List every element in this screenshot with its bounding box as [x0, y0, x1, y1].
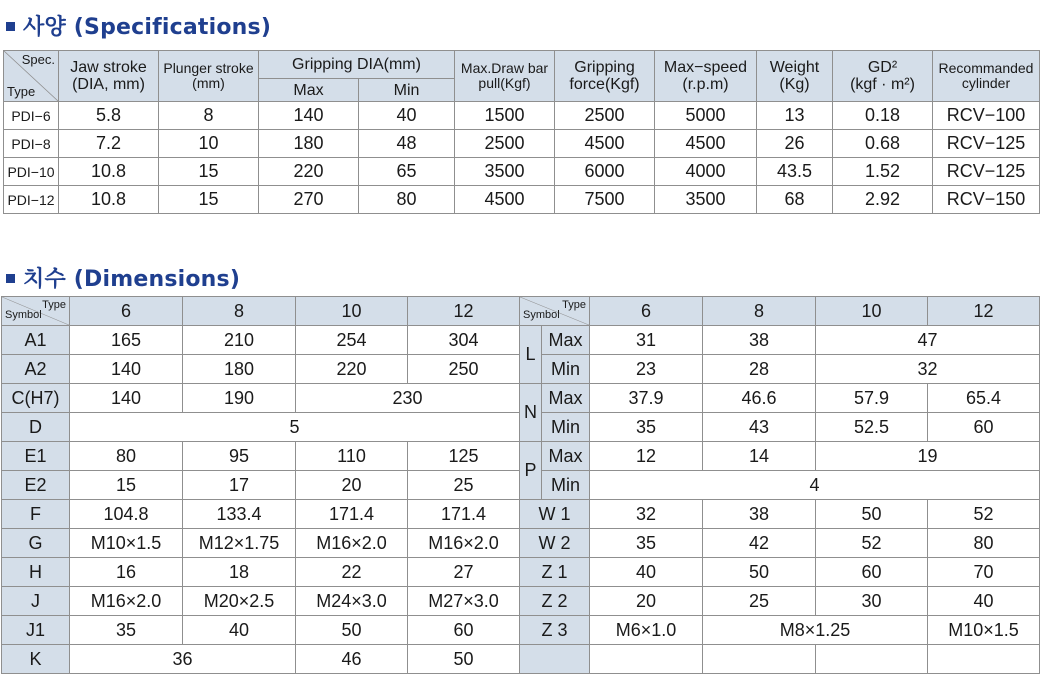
- spec-value-cell: 40: [359, 102, 455, 130]
- row-n-min: [520, 413, 1040, 442]
- row-l-min: [520, 355, 1040, 384]
- spec-value-cell: 3500: [455, 158, 555, 186]
- type-8-header: 8: [703, 297, 816, 326]
- cell: 30: [816, 587, 928, 616]
- cell: 17: [183, 471, 296, 500]
- cell: 16: [70, 558, 183, 587]
- spec-value-cell: 2.92: [833, 186, 933, 214]
- spec-title-text: 사양 (Specifications): [23, 15, 272, 40]
- header-plunger-stroke: Plunger stroke (mm): [159, 51, 259, 102]
- min-label: Min: [542, 355, 590, 384]
- cell: 80: [928, 529, 1040, 558]
- spec-value-cell: 15: [159, 186, 259, 214]
- header-cylinder: Recommanded cylinder: [933, 51, 1040, 102]
- cell: 254: [296, 326, 408, 355]
- spec-value-cell: 2500: [555, 102, 655, 130]
- cell: 171.4: [296, 500, 408, 529]
- cell: M12×1.75: [183, 529, 296, 558]
- row-j1: [2, 616, 520, 645]
- cell: M16×2.0: [296, 529, 408, 558]
- cell: 25: [703, 587, 816, 616]
- cell: 19: [816, 442, 1040, 471]
- cell: [590, 645, 703, 674]
- type-6-header: 6: [70, 297, 183, 326]
- symbol-cell: N: [520, 384, 542, 442]
- min-label: Min: [542, 413, 590, 442]
- cell: 36: [70, 645, 296, 674]
- cell: M6×1.0: [590, 616, 703, 645]
- cell: 140: [70, 355, 183, 384]
- spec-value-cell: 26: [757, 130, 833, 158]
- cell: 95: [183, 442, 296, 471]
- cell: M16×2.0: [408, 529, 520, 558]
- max-label: Max: [542, 326, 590, 355]
- cell: 12: [590, 442, 703, 471]
- cell: 4: [590, 471, 1040, 500]
- symbol-cell: E2: [2, 471, 70, 500]
- cell: 50: [408, 645, 520, 674]
- spec-value-cell: 270: [259, 186, 359, 214]
- cell: M8×1.25: [703, 616, 928, 645]
- row-z2: [520, 587, 1040, 616]
- spec-value-cell: 5000: [655, 102, 757, 130]
- row-f: [2, 500, 520, 529]
- cell: 210: [183, 326, 296, 355]
- spec-value-cell: 2500: [455, 130, 555, 158]
- cell: 230: [296, 384, 520, 413]
- cell: M16×2.0: [70, 587, 183, 616]
- cell: 25: [408, 471, 520, 500]
- cell: 180: [183, 355, 296, 384]
- symbol-cell: W 1: [520, 500, 590, 529]
- dim-corner-bottom: Symbol: [5, 309, 42, 321]
- cell: 35: [590, 413, 703, 442]
- cell: 70: [928, 558, 1040, 587]
- cell: 190: [183, 384, 296, 413]
- symbol-cell: Z 3: [520, 616, 590, 645]
- spec-value-cell: RCV−125: [933, 130, 1040, 158]
- symbol-cell: J1: [2, 616, 70, 645]
- symbol-cell: W 2: [520, 529, 590, 558]
- symbol-cell: A1: [2, 326, 70, 355]
- min-label: Min: [542, 471, 590, 500]
- cell: 35: [590, 529, 703, 558]
- type-10-header: 10: [296, 297, 408, 326]
- spec-value-cell: 4000: [655, 158, 757, 186]
- spec-type-cell: PDI−12: [4, 186, 59, 214]
- symbol-cell: [520, 645, 590, 674]
- spec-value-cell: 13: [757, 102, 833, 130]
- dimensions-right-table: [519, 296, 1040, 674]
- spec-value-cell: 180: [259, 130, 359, 158]
- spec-value-cell: 1500: [455, 102, 555, 130]
- dim-corner-top: Type: [42, 299, 66, 311]
- cell: 50: [296, 616, 408, 645]
- row-d: [2, 413, 520, 442]
- cell: 40: [928, 587, 1040, 616]
- cell: 40: [590, 558, 703, 587]
- cell: 43: [703, 413, 816, 442]
- symbol-cell: A2: [2, 355, 70, 384]
- cell: [703, 645, 816, 674]
- symbol-cell: K: [2, 645, 70, 674]
- symbol-cell: C(H7): [2, 384, 70, 413]
- cell: 52: [816, 529, 928, 558]
- cell: 20: [296, 471, 408, 500]
- cell: 22: [296, 558, 408, 587]
- symbol-cell: E1: [2, 442, 70, 471]
- cell: [928, 645, 1040, 674]
- cell: 37.9: [590, 384, 703, 413]
- dim-right-corner-cell: [520, 297, 590, 326]
- row-h: [2, 558, 520, 587]
- cell: 38: [703, 500, 816, 529]
- spec-value-cell: RCV−150: [933, 186, 1040, 214]
- symbol-cell: F: [2, 500, 70, 529]
- spec-value-cell: RCV−100: [933, 102, 1040, 130]
- cell: 50: [703, 558, 816, 587]
- spec-type-cell: PDI−10: [4, 158, 59, 186]
- type-12-header: 12: [408, 297, 520, 326]
- cell: M27×3.0: [408, 587, 520, 616]
- spec-value-cell: 4500: [555, 130, 655, 158]
- type-12-header: 12: [928, 297, 1040, 326]
- spec-row: [4, 186, 1040, 214]
- header-gripping-dia: Gripping DIA(mm): [259, 51, 455, 79]
- spec-type-cell: PDI−8: [4, 130, 59, 158]
- cell: 27: [408, 558, 520, 587]
- spec-value-cell: 10.8: [59, 186, 159, 214]
- cell: 32: [816, 355, 1040, 384]
- spec-value-cell: 5.8: [59, 102, 159, 130]
- row-p-max: [520, 442, 1040, 471]
- spec-value-cell: 140: [259, 102, 359, 130]
- cell: M10×1.5: [70, 529, 183, 558]
- cell: 133.4: [183, 500, 296, 529]
- symbol-cell: D: [2, 413, 70, 442]
- cell: 28: [703, 355, 816, 384]
- row-e2: [2, 471, 520, 500]
- cell: M24×3.0: [296, 587, 408, 616]
- row-l-max: [520, 326, 1040, 355]
- dim-corner-top: Type: [562, 299, 586, 311]
- header-max-speed: Max−speed (r.p.m): [655, 51, 757, 102]
- cell: 20: [590, 587, 703, 616]
- cell: 46.6: [703, 384, 816, 413]
- cell: 110: [296, 442, 408, 471]
- symbol-cell: J: [2, 587, 70, 616]
- spec-value-cell: 0.18: [833, 102, 933, 130]
- cell: 40: [183, 616, 296, 645]
- header-jaw-stroke: Jaw stroke (DIA, mm): [59, 51, 159, 102]
- row-empty: [520, 645, 1040, 674]
- spec-section-title: [6, 10, 271, 41]
- cell: 42: [703, 529, 816, 558]
- cell: M10×1.5: [928, 616, 1040, 645]
- cell: 140: [70, 384, 183, 413]
- cell: 60: [408, 616, 520, 645]
- row-w2: [520, 529, 1040, 558]
- row-w1: [520, 500, 1040, 529]
- header-weight: Weight (Kg): [757, 51, 833, 102]
- cell: 15: [70, 471, 183, 500]
- header-min: Min: [359, 79, 455, 102]
- spec-row: [4, 130, 1040, 158]
- cell: M20×2.5: [183, 587, 296, 616]
- spec-value-cell: 7500: [555, 186, 655, 214]
- type-6-header: 6: [590, 297, 703, 326]
- dimensions-left-table: [1, 296, 520, 674]
- header-gripping-force: Gripping force(Kgf): [555, 51, 655, 102]
- spec-value-cell: 48: [359, 130, 455, 158]
- cell: 35: [70, 616, 183, 645]
- spec-type-cell: PDI−6: [4, 102, 59, 130]
- cell: [816, 645, 928, 674]
- cell: 125: [408, 442, 520, 471]
- dim-title-text: 치수 (Dimensions): [23, 267, 241, 292]
- row-j: [2, 587, 520, 616]
- cell: 171.4: [408, 500, 520, 529]
- max-label: Max: [542, 384, 590, 413]
- specifications-table: [3, 50, 1040, 214]
- cell: 18: [183, 558, 296, 587]
- cell: 104.8: [70, 500, 183, 529]
- spec-corner-bottom: Type: [7, 84, 36, 99]
- row-a1: [2, 326, 520, 355]
- symbol-cell: Z 1: [520, 558, 590, 587]
- spec-value-cell: 80: [359, 186, 455, 214]
- header-draw-bar: Max.Draw bar pull(Kgf): [455, 51, 555, 102]
- symbol-cell: P: [520, 442, 542, 500]
- cell: 14: [703, 442, 816, 471]
- cell: 5: [70, 413, 520, 442]
- spec-value-cell: RCV−125: [933, 158, 1040, 186]
- header-max: Max: [259, 79, 359, 102]
- spec-value-cell: 4500: [655, 130, 757, 158]
- row-e1: [2, 442, 520, 471]
- spec-value-cell: 6000: [555, 158, 655, 186]
- row-n-max: [520, 384, 1040, 413]
- spec-corner-top: Spec.: [21, 52, 55, 67]
- spec-value-cell: 43.5: [757, 158, 833, 186]
- max-label: Max: [542, 442, 590, 471]
- cell: 52.5: [816, 413, 928, 442]
- cell: 220: [296, 355, 408, 384]
- spec-value-cell: 0.68: [833, 130, 933, 158]
- cell: 52: [928, 500, 1040, 529]
- spec-value-cell: 4500: [455, 186, 555, 214]
- type-8-header: 8: [183, 297, 296, 326]
- square-bullet-icon: [6, 274, 15, 283]
- row-k: [2, 645, 520, 674]
- type-10-header: 10: [816, 297, 928, 326]
- spec-value-cell: 1.52: [833, 158, 933, 186]
- symbol-cell: L: [520, 326, 542, 384]
- cell: 60: [928, 413, 1040, 442]
- spec-value-cell: 68: [757, 186, 833, 214]
- row-a2: [2, 355, 520, 384]
- symbol-cell: Z 2: [520, 587, 590, 616]
- spec-value-cell: 8: [159, 102, 259, 130]
- square-bullet-icon: [6, 22, 15, 31]
- spec-value-cell: 15: [159, 158, 259, 186]
- spec-row: [4, 158, 1040, 186]
- symbol-cell: H: [2, 558, 70, 587]
- dim-left-corner-cell: [2, 297, 70, 326]
- spec-value-cell: 220: [259, 158, 359, 186]
- row-c: [2, 384, 520, 413]
- row-p-min: [520, 471, 1040, 500]
- spec-value-cell: 7.2: [59, 130, 159, 158]
- cell: 57.9: [816, 384, 928, 413]
- spec-value-cell: 10.8: [59, 158, 159, 186]
- cell: 32: [590, 500, 703, 529]
- row-z3: [520, 616, 1040, 645]
- dim-corner-bottom: Symbol: [523, 309, 560, 321]
- spec-corner-cell: [4, 51, 59, 102]
- cell: 250: [408, 355, 520, 384]
- row-g: [2, 529, 520, 558]
- spec-value-cell: 10: [159, 130, 259, 158]
- cell: 23: [590, 355, 703, 384]
- dim-section-title: [6, 262, 240, 293]
- cell: 80: [70, 442, 183, 471]
- spec-value-cell: 65: [359, 158, 455, 186]
- cell: 31: [590, 326, 703, 355]
- spec-value-cell: 3500: [655, 186, 757, 214]
- cell: 46: [296, 645, 408, 674]
- cell: 38: [703, 326, 816, 355]
- symbol-cell: G: [2, 529, 70, 558]
- cell: 47: [816, 326, 1040, 355]
- row-z1: [520, 558, 1040, 587]
- cell: 60: [816, 558, 928, 587]
- cell: 65.4: [928, 384, 1040, 413]
- cell: 165: [70, 326, 183, 355]
- header-gd2: GD² (kgf · m²): [833, 51, 933, 102]
- cell: 304: [408, 326, 520, 355]
- cell: 50: [816, 500, 928, 529]
- spec-row: [4, 102, 1040, 130]
